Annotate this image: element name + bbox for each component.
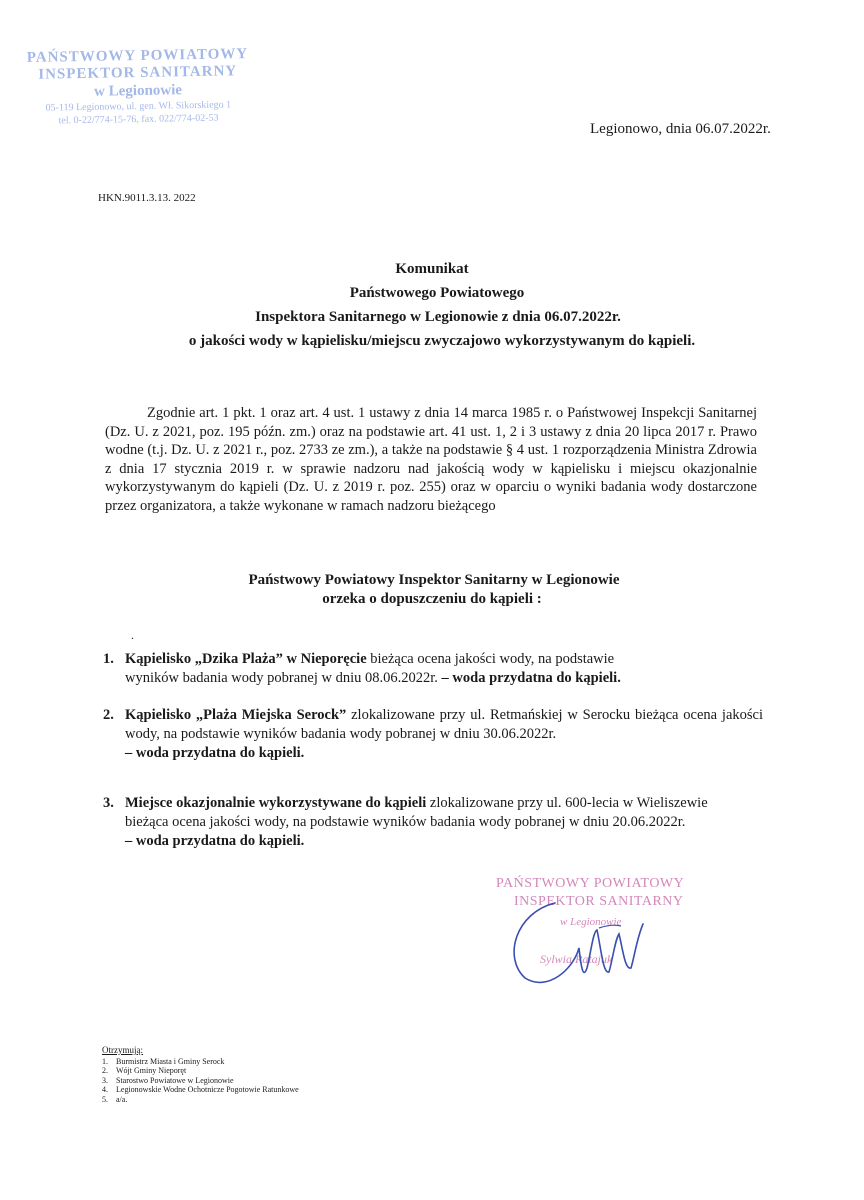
stamp-line: PAŃSTWOWY POWIATOWY xyxy=(26,46,249,66)
stray-dot: . xyxy=(131,628,134,642)
intro-text: Zgodnie art. 1 pkt. 1 oraz art. 4 ust. 1 ustawy z dnia 14 marca 1985 r. o Państwowej Inspekcji Sanitarnej (Dz. U. z 2021, poz. 195 późn. zm.) oraz na podstawie art. 41 ust. 1, 2 i 3 ustawy z dnia 20 lipca 2017 r. Prawo wodne (t.j. Dz. U. z 2021 r., poz. 2733 ze zm.), a także na podstawie § 4 ust. 1 rozporządzenia Ministra Zdrowia z dnia 17 stycznia 2019 r. w sprawie nadzoru nad jakością wody w kąpielisku i miejscu okazjonalnie wykorzystywanym do kąpieli (Dz. U. z 2019 r. poz. 255) oraz w oparciu o wyniki badania wody dostarczone przez organizatora, a także wykonane w ramach nadzoru bieżącego xyxy=(105,405,757,514)
stamp-line: INSPEKTOR SANITARNY xyxy=(514,894,684,909)
recipient-item: 1. Burmistrz Miasta i Gminy Serock xyxy=(102,1056,225,1066)
list-item xyxy=(103,794,763,851)
document-title xyxy=(0,257,864,353)
office-stamp xyxy=(17,46,258,128)
recipient-item: 5. a/a. xyxy=(102,1094,128,1104)
title-line: o jakości wody w kąpielisku/miejscu zwyczajowo wykorzystywanym do kąpieli. xyxy=(188,333,696,349)
case-number: HKN.9011.3.13. 2022 xyxy=(98,192,196,204)
item-verdict: – woda przydatna do kąpieli. xyxy=(125,745,305,761)
item-name: Kąpielisko „Dzika Plaża” w Nieporęcie xyxy=(125,651,367,667)
recipient-item: 2. Wójt Gminy Nieporęt xyxy=(102,1066,187,1075)
stamp-phone: tel. 0-22/774-15-76, fax. 022/774-02-53 xyxy=(58,112,219,127)
handwritten-signature xyxy=(495,888,665,998)
item-text: zlokalizowane przy ul. 600-lecia w Wieliszewie xyxy=(426,795,708,811)
item-verdict: – woda przydatna do kąpieli. xyxy=(125,833,305,849)
decision-line: orzeka o dopuszczeniu do kąpieli : xyxy=(322,591,542,607)
legal-basis-paragraph xyxy=(105,404,757,515)
item-number: 2. xyxy=(103,707,114,723)
item-number: 1. xyxy=(103,651,114,667)
stamp-line: w Legionowie xyxy=(93,82,183,100)
stamp-line: w Legionowie xyxy=(560,916,622,928)
item-text: bieżąca ocena jakości wody, na podstawie wyników badania wody pobranej w dniu 20.06.2022r. xyxy=(125,814,686,830)
stamp-address: 05-119 Legionowo, ul. gen. Wł. Sikorskiego 1 xyxy=(45,99,232,114)
item-text: bieżąca ocena jakości wody, na podstawie xyxy=(366,651,615,667)
recipient-item: 3. Starostwo Powiatowe w Legionowie xyxy=(102,1075,234,1085)
item-name: Kąpielisko „Plaża Miejska Serock” xyxy=(125,707,347,723)
item-text: wyników badania wody pobranej w dniu 08.06.2022r. xyxy=(125,670,442,686)
recipient-item: 4. Legionowskie Wodne Ochotnicze Pogotowie Ratunkowe xyxy=(102,1085,299,1094)
decision-heading xyxy=(0,571,864,609)
stamp-line: PAŃSTWOWY POWIATOWY xyxy=(496,876,685,891)
decision-line: Państwowy Powiatowy Inspektor Sanitarny w Legionowie xyxy=(248,572,620,588)
list-item xyxy=(103,650,763,688)
item-name: Miejsce okazjonalnie wykorzystywane do kąpieli xyxy=(125,795,427,811)
title-line: Komunikat xyxy=(395,261,469,277)
item-verdict: – woda przydatna do kąpieli. xyxy=(441,670,621,686)
item-number: 3. xyxy=(103,795,114,811)
title-line: Państwowego Powiatowego xyxy=(349,285,525,301)
item-text: zlokalizowane przy ul. Retmańskiej w Serocku bieżąca ocena jakości wody, na podstawie wyników badania wody pobranej w dniu 30.06.2022r. xyxy=(125,707,763,742)
recipients-list xyxy=(102,1046,299,1104)
stamp-line: INSPEKTOR SANITARNY xyxy=(38,63,238,83)
title-line: Inspektora Sanitarnego w Legionowie z dnia 06.07.2022r. xyxy=(255,309,621,325)
document-date: Legionowo, dnia 06.07.2022r. xyxy=(590,121,771,137)
stamp-signer-name: Sylwia Ratajuk xyxy=(540,952,613,966)
list-item xyxy=(103,706,763,763)
recipients-title: Otrzymują: xyxy=(102,1045,143,1055)
